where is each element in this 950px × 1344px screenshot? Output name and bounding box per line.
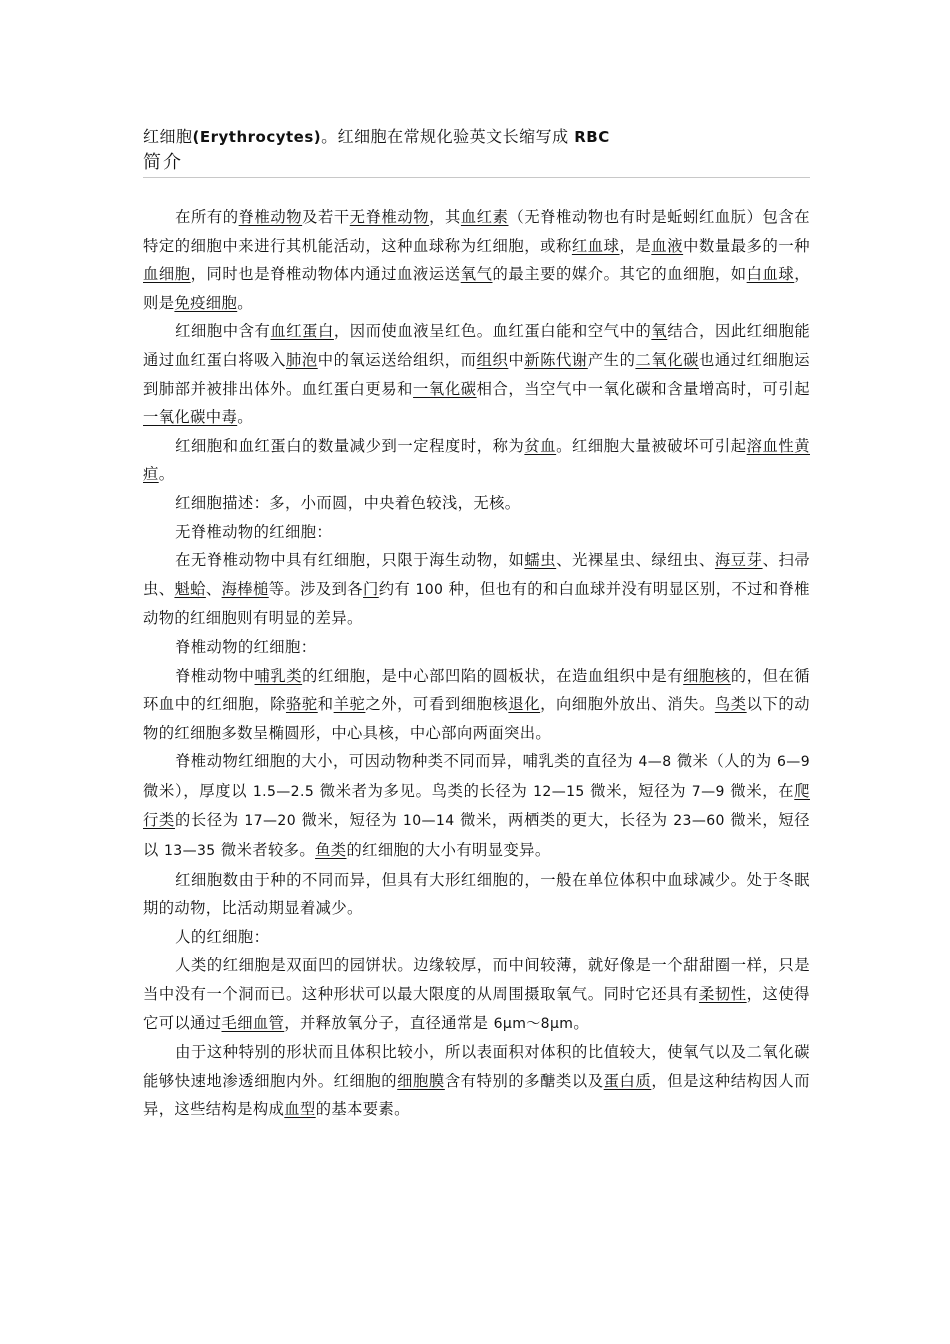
text: 。	[158, 465, 175, 484]
text: 微米，短径以	[143, 811, 810, 860]
text: 约有	[378, 579, 416, 598]
number: 10—14	[402, 813, 455, 830]
link-blood-type[interactable]: 血型	[284, 1100, 316, 1119]
text: 由于这种特别的形状而且体积比较小，所以表面积对体积的比值较大，使氧气以及二氧化碳能够快速地渗透细胞内外。红细胞的	[143, 1043, 810, 1090]
number: 100	[415, 581, 444, 598]
link-co-poisoning[interactable]: 一氧化碳中毒	[143, 408, 238, 427]
link-anemia[interactable]: 贫血	[524, 436, 557, 455]
subheading-invertebrate: 无脊椎动物的红细胞：	[175, 522, 333, 541]
link-blood-cell[interactable]: 血细胞	[143, 265, 191, 284]
text: 相合，当空气中一氧化碳和含量增高时，可引起	[476, 379, 810, 398]
link-red-blood-cell[interactable]: 红血球	[571, 236, 620, 255]
link-oxygen-element[interactable]: 氧	[651, 322, 668, 341]
text: 微米（人的为	[671, 752, 777, 771]
text: ，这使得它可以通过	[143, 985, 810, 1032]
text: 脊椎动物红细胞的大小，可因动物种类不同而异，哺乳类的直径为	[175, 752, 639, 771]
paragraph-intro	[143, 203, 810, 317]
text: 的基本要素。	[315, 1100, 410, 1119]
text: 之外，可看到细胞核	[365, 695, 509, 714]
text: 中数量最多的一种	[683, 236, 810, 255]
paragraph-description: 红细胞描述：多，小而圆，中央着色较浅，无核。	[175, 493, 521, 512]
link-flexibility[interactable]: 柔韧性	[698, 985, 747, 1004]
article-body	[143, 203, 810, 1124]
text: ，但是这种结构因人而异，这些结构是构成	[143, 1071, 810, 1119]
paragraph-hemoglobin	[143, 317, 810, 431]
link-oxygen[interactable]: 氧气	[460, 265, 493, 284]
link-carbon-dioxide[interactable]: 二氧化碳	[635, 350, 699, 369]
text: 微米者较多。	[215, 841, 316, 860]
link-mammals[interactable]: 哺乳类	[254, 666, 303, 685]
text: 的，但在循环血中的红细胞，除	[143, 666, 811, 714]
text: 和	[317, 695, 334, 714]
text: 。	[573, 1013, 590, 1032]
text: 。红细胞大量被破坏可引起	[556, 436, 747, 455]
text: 微米，两栖类的更大，长径为	[454, 811, 674, 830]
link-hemolytic-jaundice[interactable]: 溶血性黄疸	[143, 436, 810, 484]
link-alpaca[interactable]: 羊驼	[333, 695, 366, 714]
link-alveoli[interactable]: 肺泡	[285, 350, 318, 369]
text: ，同时也是脊椎动物体内通过血液运送	[190, 265, 461, 284]
text: （无脊椎动物也有时是蚯蚓红血朊）包含在特定的细胞中来进行其机能活动，这种血球称为红细胞，或称	[143, 208, 810, 255]
text: ，其	[429, 208, 461, 226]
title-text: 红细胞	[143, 127, 193, 146]
title-english: (Erythrocytes)	[192, 128, 322, 146]
link-sea-cucumber[interactable]: 海棒槌	[221, 579, 269, 598]
paragraph-size	[143, 747, 810, 865]
link-protein[interactable]: 蛋白质	[603, 1071, 652, 1090]
text: 、光裸星虫、绿纽虫、	[556, 551, 715, 570]
paragraph-count: 红细胞数由于种的不同而异，但具有大形红细胞的，一般在单位体积中血球减少。处于冬眠期的动物，比活动期显着减少。	[143, 870, 810, 918]
link-camel[interactable]: 骆驼	[285, 695, 318, 714]
text: ，向细胞外放出、消失。	[540, 695, 715, 714]
link-ark-clam[interactable]: 魁蛤	[174, 579, 206, 598]
link-hemoglobin[interactable]: 血红蛋白	[270, 322, 334, 341]
text: 微米），厚度以	[143, 781, 253, 800]
text: 含有特别的多醣类以及	[444, 1071, 604, 1090]
number: 6—9	[776, 754, 810, 771]
link-blood[interactable]: 血液	[651, 236, 684, 255]
link-lingula[interactable]: 海豆芽	[714, 551, 763, 570]
text: 的红细胞的大小有明显变异。	[346, 841, 551, 860]
link-degeneration[interactable]: 退化	[508, 695, 541, 714]
link-capillary[interactable]: 毛细血管	[221, 1013, 285, 1032]
paragraph-membrane	[143, 1038, 810, 1124]
paragraph-human-shape	[143, 951, 810, 1038]
text: ，是	[619, 236, 652, 255]
link-phylum[interactable]: 门	[363, 579, 379, 598]
link-white-blood-cell[interactable]: 白血球	[746, 265, 795, 284]
link-cell-membrane[interactable]: 细胞膜	[397, 1071, 445, 1090]
number: 13—35	[163, 843, 216, 860]
number: 1.5—2.5	[252, 783, 315, 800]
text: 人类的红细胞是双面凹的园饼状。边缘较厚，而中间较薄，就好像是一个甜甜圈一样，只是当中没有一个洞而已。这种形状可以最大限度的从周围摄取氧气。同时它还具有	[143, 956, 810, 1004]
number: 17—20	[244, 813, 297, 830]
document-title	[143, 124, 610, 147]
text: 脊椎动物中	[175, 666, 255, 685]
link-invertebrates[interactable]: 无脊椎动物	[349, 208, 430, 226]
text: ，因而使血液呈红色。血红蛋白能和空气中的	[333, 322, 652, 341]
link-tissue[interactable]: 组织	[476, 350, 509, 369]
number: 6μm～8μm	[493, 1015, 574, 1032]
link-fish[interactable]: 鱼类	[315, 841, 347, 860]
text: 的长径为	[174, 811, 245, 830]
number: 12—15	[533, 783, 585, 800]
text: 、	[205, 579, 222, 598]
text: 的红细胞，是中心部凹陷的圆板状，在造血组织中是有	[302, 666, 684, 685]
text: ，并释放氧分子，直径通常是	[284, 1013, 494, 1032]
text: 以下的动物的红细胞多数呈椭圆形，中心具核，中心部向两面突出。	[143, 695, 810, 742]
text: ，则是	[143, 265, 810, 312]
text: 微米者为多见。鸟类的长径为	[314, 781, 534, 800]
text: 也通过红细胞运到肺部并被排出体外。血红蛋白更易和	[143, 350, 810, 398]
number: 7—9	[691, 783, 725, 800]
title-description: 。红细胞在常规化验英文长缩写成	[321, 127, 575, 146]
text: 及若干	[302, 208, 350, 226]
text: 、扫帚虫、	[143, 551, 811, 598]
text: 结合，因此红细胞能通过血红蛋白将吸入	[143, 322, 811, 369]
number: 23—60	[673, 813, 725, 830]
text: 。	[237, 293, 253, 312]
link-cell-nucleus[interactable]: 细胞核	[683, 666, 731, 685]
text: 种，但也有的和白血球并没有明显区别，不过和脊椎动物的红细胞则有明显的差异。	[143, 579, 810, 628]
link-metabolism[interactable]: 新陈代谢	[524, 350, 588, 369]
link-birds[interactable]: 鸟类	[714, 695, 747, 714]
link-vertebrates[interactable]: 脊椎动物	[238, 208, 303, 226]
text: 在所有的	[175, 208, 239, 226]
paragraph-anemia	[143, 432, 810, 489]
heading-divider	[143, 177, 810, 178]
text: 红细胞和血红蛋白的数量减少到一定程度时，称为	[175, 436, 525, 455]
link-heme[interactable]: 血红素	[460, 208, 509, 226]
text: 等。涉及到各	[268, 579, 364, 598]
title-abbreviation: RBC	[574, 128, 610, 146]
number: 4—8	[638, 754, 672, 771]
text: 在无脊椎动物中具有红细胞，只限于海生动物，如	[175, 551, 525, 570]
paragraph-vertebrate	[143, 662, 810, 748]
text: 微米，短径为	[584, 781, 692, 800]
link-reptiles[interactable]: 爬行类	[143, 781, 810, 830]
text: 中的氧运送给组织，而	[317, 350, 477, 369]
subheading-vertebrate: 脊椎动物的红细胞：	[175, 637, 317, 656]
paragraph-invertebrate	[143, 546, 810, 633]
section-heading: 简介	[143, 152, 183, 173]
link-carbon-monoxide[interactable]: 一氧化碳	[413, 379, 477, 398]
text: 的最主要的媒介。其它的血细胞，如	[492, 265, 747, 284]
text: 红细胞中含有	[175, 322, 271, 341]
subheading-human: 人的红细胞：	[175, 927, 270, 946]
text: 微米，短径为	[296, 811, 403, 830]
text: 微米，在	[724, 781, 795, 800]
text: 产生的	[587, 350, 636, 369]
text: 。	[237, 408, 253, 427]
text: 中	[508, 350, 525, 369]
link-immune-cell[interactable]: 免疫细胞	[174, 293, 238, 312]
link-worms[interactable]: 蠕虫	[524, 551, 557, 570]
